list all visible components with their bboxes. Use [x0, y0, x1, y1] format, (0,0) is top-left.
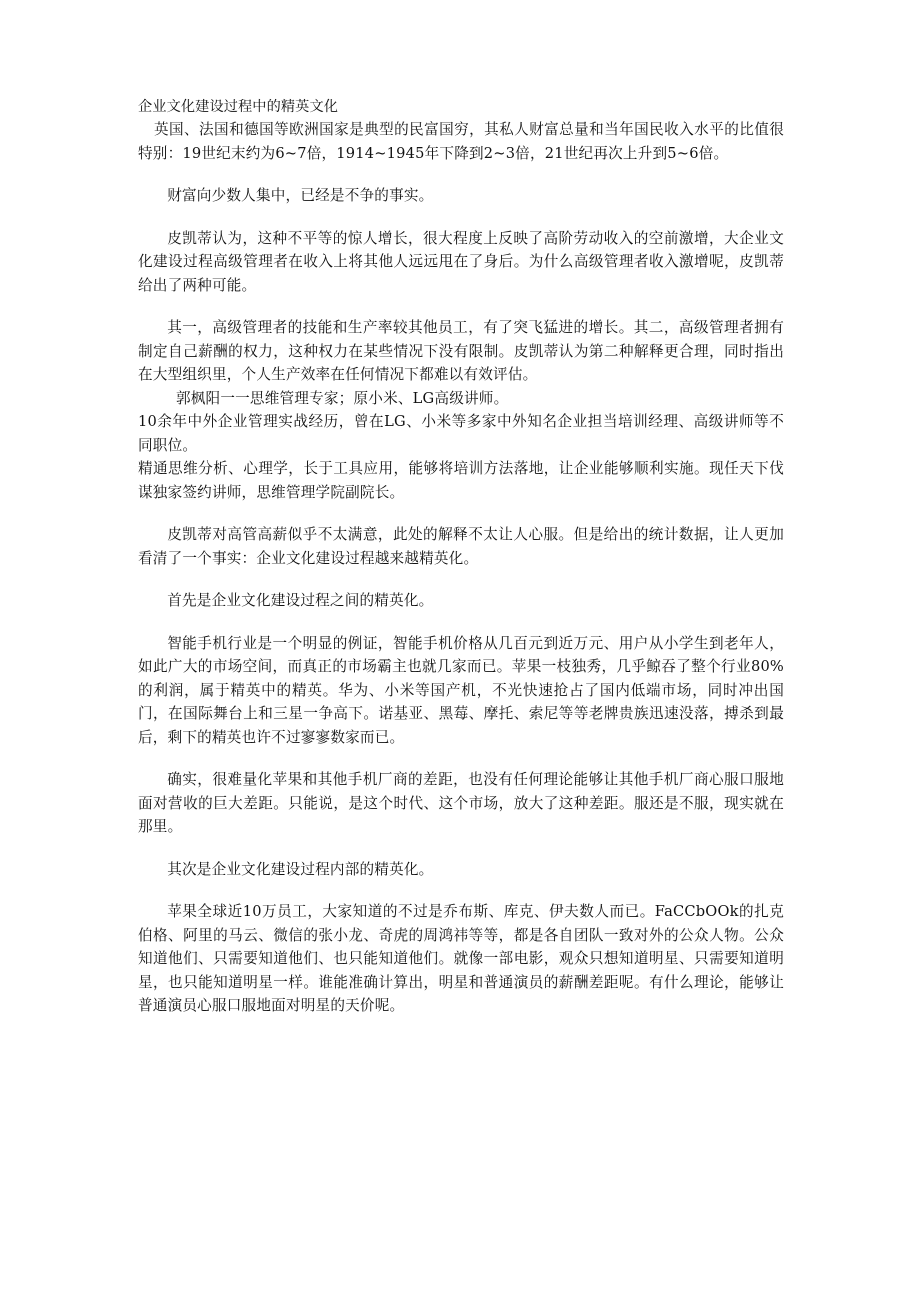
paragraph-piketty-view: 皮凯蒂认为，这种不平等的惊人增长，很大程度上反映了高阶劳动收入的空前激增，大企业文化建设过程高级管理者在收入上将其他人远远甩在了身后。为什么高级管理者收入激增呢，皮凯蒂给出了两种可能。 [138, 229, 784, 294]
paragraph-two-explanations: 其一，高级管理者的技能和生产率较其他员工，有了突飞猛进的增长。其二，高级管理者拥有制定自己薪酬的权力，这种权力在某些情况下没有限制。皮凯蒂认为第二种解释更合理，同时指出在大型组织里，个人生产效率在任何情况下都难以有效评估。 [138, 319, 784, 383]
author-bio-heading: 郭枫阳一一思维管理专家；原小米、LG高级讲师。 [175, 389, 509, 407]
paragraph-wealth-concentration: 财富向少数人集中，已经是不争的事实。 [167, 187, 434, 204]
paragraph-intra-company: 其次是企业文化建设过程内部的精英化。 [167, 860, 434, 878]
paragraph-inter-company: 首先是企业文化建设过程之间的精英化。 [167, 592, 434, 609]
document-title: 企业文化建设过程中的精英文化 [138, 99, 339, 115]
paragraph-smartphone-industry: 智能手机行业是一个明显的例证，智能手机价格从几百元到近万元、用户从小学生到老年人，如此广大的市场空间，而真正的市场霸主也就几家而已。苹果一枝独秀，几乎鲸吞了整个行业80%的利润，属于精英中的精英。华为、小米等国产机，不光快速抢占了国内低端市场，同时冲出国门，在国际舞台上和三星一争高下。诺基亚、黑莓、摩托、索尼等等老牌贵族迅速没落，搏杀到最后，剩下的精英也许不过寥寥数家而已。 [138, 634, 784, 746]
author-bio-expertise: 精通思维分析、心理学，长于工具应用，能够将培训方法落地，让企业能够顺利实施。现任天下伐谋独家签约讲师，思维管理学院副院长。 [138, 460, 784, 501]
paragraph-wealth-ratio: 英国、法国和德国等欧洲国家是典型的民富国穷，其私人财富总量和当年国民收入水平的比值很特别：19世纪末约为6~7倍，1914~1945年下降到2~3倍，21世纪再次上升到5~6倍。 [138, 121, 784, 162]
paragraph-statistics: 皮凯蒂对高管高薪似乎不太满意，此处的解释不太让人心服。但是给出的统计数据，让人更加看清了一个事实：企业文化建设过程越来越精英化。 [138, 526, 784, 567]
author-bio-experience: 10余年中外企业管理实战经历，曾在LG、小米等多家中外知名企业担当培训经理、高级讲师等不同职位。 [138, 413, 784, 454]
document-body [138, 96, 784, 1018]
paragraph-public-figures: 苹果全球近10万员工，大家知道的不过是乔布斯、库克、伊夫数人而已。FaCCbOOk的扎克伯格、阿里的马云、微信的张小龙、奇虎的周鸿祎等等，都是各自团队一致对外的公众人物。公众知道他们、只需要知道他们、也只能知道他们。就像一部电影，观众只想知道明星、只需要知道明星，也只能知道明星一样。谁能准确计算出，明星和普通演员的薪酬差距呢。有什么理论，能够让普通演员心服口服地面对明星的天价呢。 [138, 903, 784, 1014]
paragraph-apple-gap: 确实，很难量化苹果和其他手机厂商的差距，也没有任何理论能够让其他手机厂商心服口服地面对营收的巨大差距。只能说，是这个时代、这个市场，放大了这种差距。服还是不服，现实就在那里。 [138, 771, 784, 835]
